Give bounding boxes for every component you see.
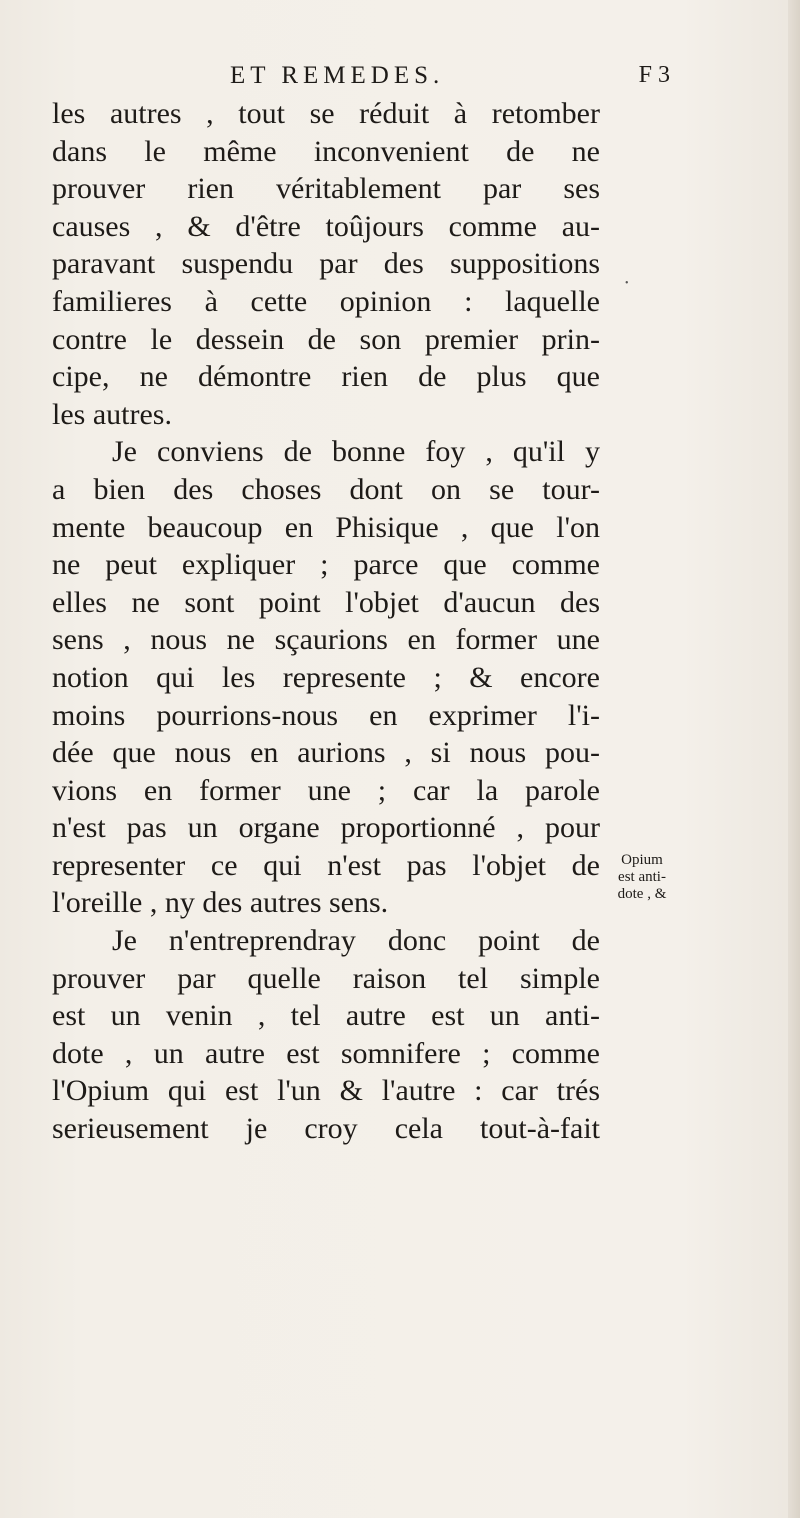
margin-note bbox=[607, 852, 677, 903]
text-line: l'Opium qui est l'un & l'autre : car trés bbox=[52, 1074, 600, 1108]
text-line: contre le dessein de son premier prin- bbox=[52, 322, 600, 356]
text-line: cipe, ne démontre rien de plus que bbox=[52, 360, 600, 394]
text-line: mente beaucoup en Phisique , que l'on bbox=[52, 510, 600, 544]
text-line: sens , nous ne sçaurions en former une bbox=[52, 623, 600, 657]
text-line: familieres à cette opinion : laquelle bbox=[52, 284, 600, 318]
text-line: serieusement je croy cela tout-à-fait bbox=[52, 1112, 600, 1146]
text-line: les autres. bbox=[52, 397, 172, 431]
text-line: vions en former une ; car la parole bbox=[52, 773, 600, 807]
body-text bbox=[52, 95, 600, 1148]
text-line: n'est pas un organe proportionné , pour bbox=[52, 811, 600, 845]
text-line: notion qui les represente ; & encore bbox=[52, 660, 600, 694]
text-line: les autres , tout se réduit à retomber bbox=[52, 97, 600, 130]
running-title: ET REMEDES. bbox=[230, 62, 445, 89]
text-line: dote , un autre est somnifere ; comme bbox=[52, 1036, 600, 1070]
margin-note-line: dote , & bbox=[617, 886, 667, 902]
ink-speck: • bbox=[625, 278, 629, 289]
text-line: elles ne sont point l'objet d'aucun des bbox=[52, 585, 600, 619]
running-header bbox=[230, 62, 690, 90]
text-line: moins pourrions-nous en exprimer l'i- bbox=[52, 698, 600, 732]
text-line: prouver rien véritablement par ses bbox=[52, 172, 600, 206]
text-line: representer ce qui n'est pas l'objet de bbox=[52, 848, 600, 882]
text-line: a bien des choses dont on se tour- bbox=[52, 472, 600, 506]
page-edge bbox=[788, 0, 800, 1518]
text-line: prouver par quelle raison tel simple bbox=[52, 961, 600, 995]
text-line: ne peut expliquer ; parce que comme bbox=[52, 548, 600, 582]
signature-mark: F 3 bbox=[638, 62, 670, 88]
text-line: dée que nous en aurions , si nous pou- bbox=[52, 736, 600, 770]
text-line: Je conviens de bonne foy , qu'il y bbox=[112, 435, 600, 469]
margin-note-line: Opium bbox=[621, 852, 663, 868]
text-line: l'oreille , ny des autres sens. bbox=[52, 886, 389, 920]
text-line: est un venin , tel autre est un anti- bbox=[52, 999, 600, 1033]
text-line: Je n'entreprendray donc point de bbox=[112, 924, 600, 958]
text-line: dans le même inconvenient de ne bbox=[52, 134, 600, 168]
text-line: paravant suspendu par des suppositions bbox=[52, 247, 600, 281]
margin-note-line: est anti- bbox=[618, 869, 666, 885]
text-line: causes , & d'être toûjours comme au- bbox=[52, 209, 600, 243]
